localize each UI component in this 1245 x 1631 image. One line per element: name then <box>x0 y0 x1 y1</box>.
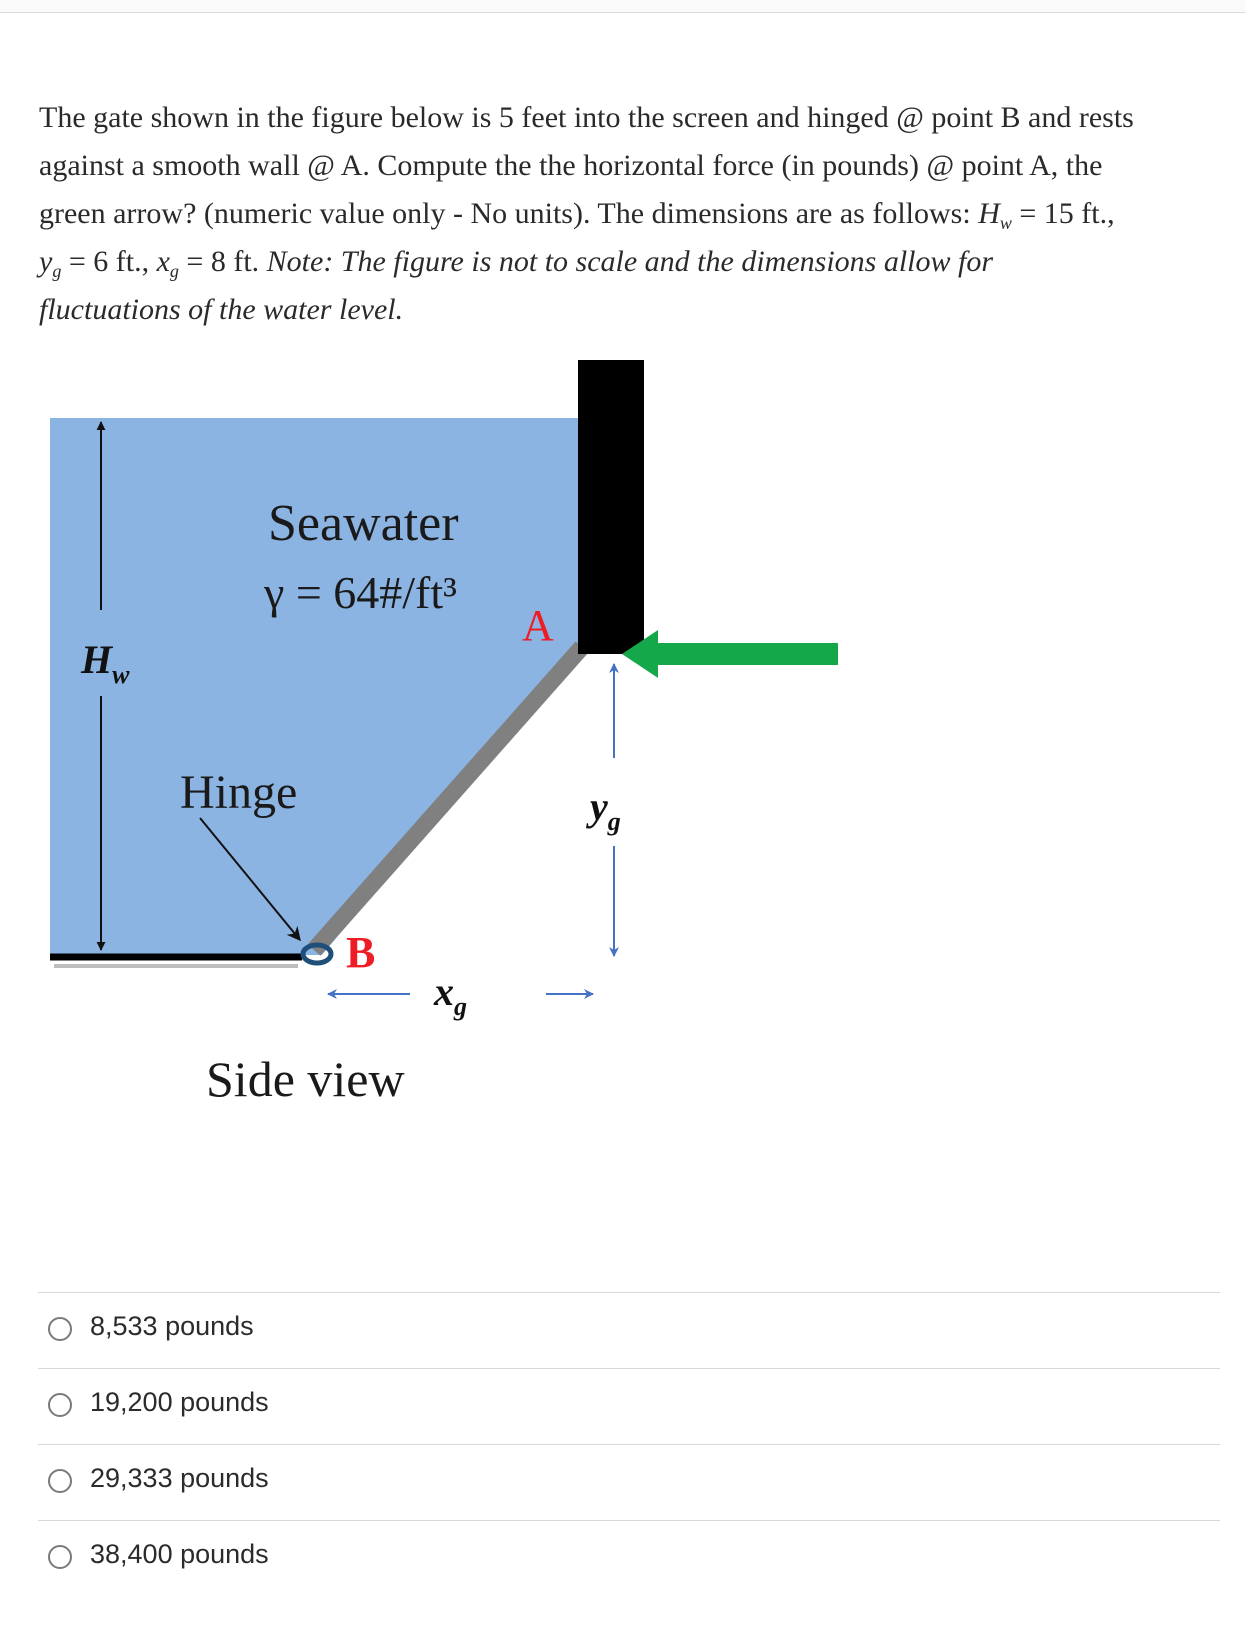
answer-option-3[interactable] <box>38 1444 1220 1520</box>
radio-button[interactable] <box>48 1469 72 1493</box>
question-line-1: The gate shown in the figure below is 5 feet into the screen and hinged @ point B and rests <box>39 101 1134 134</box>
figure-caption: Side view <box>206 1051 405 1100</box>
answer-choices <box>38 1292 1220 1596</box>
answer-option-4[interactable] <box>38 1520 1220 1596</box>
radio-button[interactable] <box>48 1317 72 1341</box>
hw-label: $H_w$ <box>81 637 130 689</box>
fluid-name: Seawater <box>268 495 459 552</box>
question-line-2: against a smooth wall @ A. Compute the the horizontal force (in pounds) @ point A, the <box>39 149 1103 182</box>
point-a-label: A <box>522 601 554 650</box>
point-b-label: B <box>346 928 376 977</box>
answer-option-1[interactable] <box>38 1292 1220 1368</box>
question-text <box>39 94 1229 334</box>
answer-option-2[interactable] <box>38 1368 1220 1444</box>
note-text: Note: The figure is not to scale and the dimensions allow for <box>266 245 994 278</box>
question-line-5: fluctuations of the water level. <box>39 293 404 326</box>
gate-figure <box>0 340 1245 1100</box>
answer-label: 8,533 pounds <box>90 1311 254 1341</box>
top-border <box>0 0 1245 13</box>
answer-label: 38,400 pounds <box>90 1539 269 1569</box>
radio-button[interactable] <box>48 1545 72 1569</box>
xg-label: $x_g$ <box>434 969 467 1021</box>
wall <box>578 360 644 654</box>
question-line-3: green arrow? (numeric value only - No units). The dimensions are as follows: $H_w = 15$ ft., <box>39 197 1115 233</box>
hinge-label: Hinge <box>180 766 298 819</box>
radio-button[interactable] <box>48 1393 72 1417</box>
question-line-4: $y_g = 6$ ft., $x_g = 8$ ft. Note: The figure is not to scale and the dimensions allow for <box>39 245 994 281</box>
fluid-specific-weight: γ = 64#/ft³ <box>264 567 457 618</box>
answer-label: 19,200 pounds <box>90 1387 269 1417</box>
yg-label: $y_g$ <box>590 784 621 836</box>
answer-label: 29,333 pounds <box>90 1463 269 1493</box>
